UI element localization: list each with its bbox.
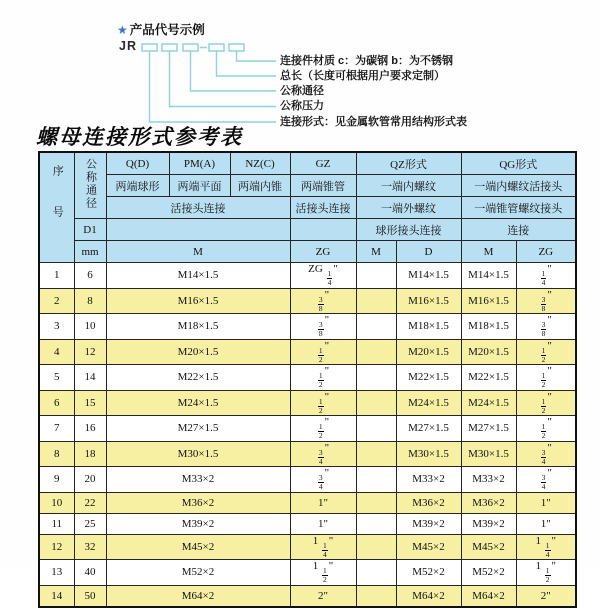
cell-m: M36×2	[106, 492, 290, 513]
cell-dn: 15	[74, 390, 106, 416]
cell-qg-zg: 2"	[516, 585, 576, 607]
nut-connection-table	[38, 151, 577, 608]
cell-qg-zg: $\frac{1}{2}$ "	[516, 339, 576, 365]
cell-qg-m: M30×1.5	[461, 441, 516, 467]
cell-m: M16×1.5	[106, 288, 290, 314]
cell-qg-m: M52×2	[461, 560, 516, 586]
col-pm: PM(A)	[169, 152, 230, 175]
desc-qg: 一端内螺纹活接头	[461, 175, 576, 197]
cell-qz-m	[356, 441, 396, 467]
cell-qz-d: M14×1.5	[396, 263, 461, 289]
cell-qz-d: M16×1.5	[396, 288, 461, 314]
cell-qg-zg: $\frac{3}{4}$ "	[516, 467, 576, 493]
d1-label: D1	[74, 219, 106, 241]
desc-qz: 一端内螺纹	[356, 175, 461, 197]
cell-seq: 7	[39, 416, 74, 442]
cell-m: M30×1.5	[106, 441, 290, 467]
leader-line-material	[237, 51, 277, 61]
cell-qz-d: M52×2	[396, 560, 461, 586]
callout-nominal-diameter: 公称通径	[280, 84, 324, 97]
table-row	[39, 534, 576, 560]
cell-qz-d: M27×1.5	[396, 416, 461, 442]
desc-nz: 两端内锥	[230, 175, 290, 197]
cell-qz-d: M64×2	[396, 585, 461, 607]
cell-qz-m	[356, 314, 396, 340]
qg-zg-label: ZG	[516, 241, 576, 263]
cell-qz-d: M36×2	[396, 492, 461, 513]
callout-material: 连接件材质 c：为碳钢 b：为不锈钢	[280, 54, 453, 67]
cell-seq: 5	[39, 365, 74, 391]
cell-qg-zg: 1"	[516, 492, 576, 513]
cell-dn: 32	[74, 534, 106, 560]
cell-qg-zg: 1 $\frac{1}{4}$ "	[516, 534, 576, 560]
cell-qg-zg: $\frac{1}{2}$ "	[516, 416, 576, 442]
callout-nominal-pressure: 公称压力	[280, 100, 324, 112]
cell-gz: 2"	[290, 585, 356, 607]
cell-dn: 6	[74, 263, 106, 289]
cell-qz-m	[356, 492, 396, 513]
table-row	[39, 416, 576, 442]
col-q: Q(D)	[106, 152, 169, 175]
cell-dn: 20	[74, 467, 106, 493]
qz-external-thread: 一端外螺纹	[356, 197, 461, 219]
table-row	[39, 314, 576, 340]
leader-line-pressure	[170, 51, 277, 107]
leader-line-length	[217, 51, 277, 76]
cell-seq: 6	[39, 390, 74, 416]
cell-dn: 25	[74, 513, 106, 534]
cell-qg-zg: $\frac{3}{4}$ "	[516, 441, 576, 467]
cell-qg-zg: $\frac{1}{2}$ "	[516, 390, 576, 416]
cell-qz-m	[356, 288, 396, 314]
table-row	[39, 288, 576, 314]
cell-gz: $\frac{3}{4}$ "	[290, 441, 356, 467]
col-seq: 序号	[39, 152, 74, 263]
cell-m: M33×2	[106, 467, 290, 493]
mm-label: mm	[74, 241, 106, 263]
table-row	[39, 560, 576, 586]
table-row	[39, 492, 576, 513]
cell-seq: 12	[39, 534, 74, 560]
cell-m: M20×1.5	[106, 339, 290, 365]
cell-gz: ZG $\frac{1}{4}$ "	[290, 263, 356, 289]
cell-qz-m	[356, 513, 396, 534]
cell-seq: 10	[39, 492, 74, 513]
cell-qg-zg: $\frac{3}{8}$ "	[516, 288, 576, 314]
cell-m: M27×1.5	[106, 416, 290, 442]
table-row	[39, 467, 576, 493]
star-icon: ★	[117, 23, 128, 37]
product-code-prefix: JR	[119, 39, 137, 53]
cell-qg-m: M33×2	[461, 467, 516, 493]
cell-qz-m	[356, 416, 396, 442]
cell-m: M64×2	[106, 585, 290, 607]
cell-qz-d: M33×2	[396, 467, 461, 493]
cell-qz-d: M18×1.5	[396, 314, 461, 340]
cell-dn: 16	[74, 416, 106, 442]
leader-line-diameter	[191, 51, 277, 91]
cell-gz: $\frac{1}{2}$ "	[290, 416, 356, 442]
cell-gz: $\frac{3}{8}$ "	[290, 314, 356, 340]
cell-qz-m	[356, 365, 396, 391]
cell-qz-m	[356, 560, 396, 586]
cell-gz: 1 $\frac{1}{4}$ "	[290, 534, 356, 560]
cell-qz-d: M24×1.5	[396, 390, 461, 416]
desc-q: 两端球形	[106, 175, 169, 197]
cell-qg-m: M14×1.5	[461, 263, 516, 289]
cell-m: M22×1.5	[106, 365, 290, 391]
cell-seq: 1	[39, 263, 74, 289]
table-row	[39, 339, 576, 365]
cell-m: M24×1.5	[106, 390, 290, 416]
cell-qg-m: M64×2	[461, 585, 516, 607]
qg-m-label: M	[461, 241, 516, 263]
cell-qg-m: M45×2	[461, 534, 516, 560]
cell-seq: 13	[39, 560, 74, 586]
page-title: 螺母连接形式参考表	[36, 125, 243, 149]
cell-qz-m	[356, 339, 396, 365]
cell-seq: 9	[39, 467, 74, 493]
desc-gz: 两端锥管	[290, 175, 356, 197]
cell-gz: 1"	[290, 513, 356, 534]
cell-qz-d: M39×2	[396, 513, 461, 534]
zg-label: ZG	[290, 241, 356, 263]
cell-seq: 11	[39, 513, 74, 534]
m-label: M	[106, 241, 290, 263]
table-row	[39, 365, 576, 391]
cell-qz-m	[356, 467, 396, 493]
cell-qz-m	[356, 390, 396, 416]
col-gz: GZ	[290, 152, 356, 175]
col-dn: 公称通径	[74, 152, 106, 219]
empty-cell	[290, 219, 356, 241]
cell-qg-zg: $\frac{3}{8}$ "	[516, 314, 576, 340]
cell-m: M14×1.5	[106, 263, 290, 289]
cell-qz-d: M45×2	[396, 534, 461, 560]
desc-pm: 两端平面	[169, 175, 230, 197]
table-row	[39, 585, 576, 607]
cell-qg-m: M16×1.5	[461, 288, 516, 314]
cell-dn: 14	[74, 365, 106, 391]
table-row	[39, 441, 576, 467]
table-row	[39, 263, 576, 289]
cell-qz-m	[356, 263, 396, 289]
cell-seq: 8	[39, 441, 74, 467]
cell-dn: 22	[74, 492, 106, 513]
cell-dn: 8	[74, 288, 106, 314]
gz-union-connection: 活接头连接	[290, 197, 356, 219]
cell-dn: 10	[74, 314, 106, 340]
table-row	[39, 390, 576, 416]
cell-m: M52×2	[106, 560, 290, 586]
cell-qz-m	[356, 534, 396, 560]
cell-dn: 12	[74, 339, 106, 365]
cell-qg-zg: $\frac{1}{4}$ "	[516, 263, 576, 289]
cell-gz: $\frac{1}{2}$ "	[290, 365, 356, 391]
code-box-4	[209, 44, 224, 51]
cell-seq: 14	[39, 585, 74, 607]
cell-gz: $\frac{1}{2}$ "	[290, 390, 356, 416]
qg-taper-thread: 一端锥管螺纹接头	[461, 197, 576, 219]
code-box-3	[183, 44, 198, 51]
cell-qg-m: M27×1.5	[461, 416, 516, 442]
cell-qg-m: M22×1.5	[461, 365, 516, 391]
cell-qz-d: M30×1.5	[396, 441, 461, 467]
code-box-5	[229, 44, 244, 51]
cell-qg-zg: 1"	[516, 513, 576, 534]
diagram-heading-label: 产品代号示例	[129, 23, 205, 37]
cell-qg-m: M36×2	[461, 492, 516, 513]
cell-dn: 50	[74, 585, 106, 607]
cell-qg-m: M39×2	[461, 513, 516, 534]
cell-gz: 1"	[290, 492, 356, 513]
union-connection: 活接头连接	[106, 197, 290, 219]
cell-dn: 40	[74, 560, 106, 586]
cell-m: M18×1.5	[106, 314, 290, 340]
cell-m: M45×2	[106, 534, 290, 560]
empty-cell	[106, 219, 290, 241]
cell-gz: $\frac{3}{8}$ "	[290, 288, 356, 314]
diagram-heading	[117, 20, 205, 38]
cell-qz-d: M22×1.5	[396, 365, 461, 391]
cell-qg-m: M18×1.5	[461, 314, 516, 340]
table-header	[39, 152, 576, 263]
col-nz: NZ(C)	[230, 152, 290, 175]
cell-qg-zg: $\frac{1}{2}$ "	[516, 365, 576, 391]
cell-qz-d: M20×1.5	[396, 339, 461, 365]
cell-seq: 2	[39, 288, 74, 314]
table-row	[39, 513, 576, 534]
table-body	[39, 263, 576, 607]
cell-qg-zg: 1 $\frac{1}{2}$ "	[516, 560, 576, 586]
callout-connection-form: 连接形式：见金属软管常用结构形式表	[280, 115, 467, 128]
callout-total-length: 总长（长度可根据用户要求定制）	[280, 69, 445, 82]
qg-connection: 连接	[461, 219, 576, 241]
cell-qg-m: M20×1.5	[461, 339, 516, 365]
cell-dn: 18	[74, 441, 106, 467]
col-qg: QG形式	[461, 152, 576, 175]
cell-seq: 3	[39, 314, 74, 340]
cell-gz: $\frac{3}{4}$ "	[290, 467, 356, 493]
cell-qz-m	[356, 585, 396, 607]
cell-gz: 1 $\frac{1}{2}$ "	[290, 560, 356, 586]
qz-m-label: M	[356, 241, 396, 263]
cell-gz: $\frac{1}{2}$ "	[290, 339, 356, 365]
cell-m: M39×2	[106, 513, 290, 534]
qz-d-label: D	[396, 241, 461, 263]
col-qz: QZ形式	[356, 152, 461, 175]
cell-qg-m: M24×1.5	[461, 390, 516, 416]
code-box-2	[162, 44, 177, 51]
qz-ball-joint: 球形接头连接	[356, 219, 461, 241]
cell-seq: 4	[39, 339, 74, 365]
code-box-1	[142, 44, 157, 51]
